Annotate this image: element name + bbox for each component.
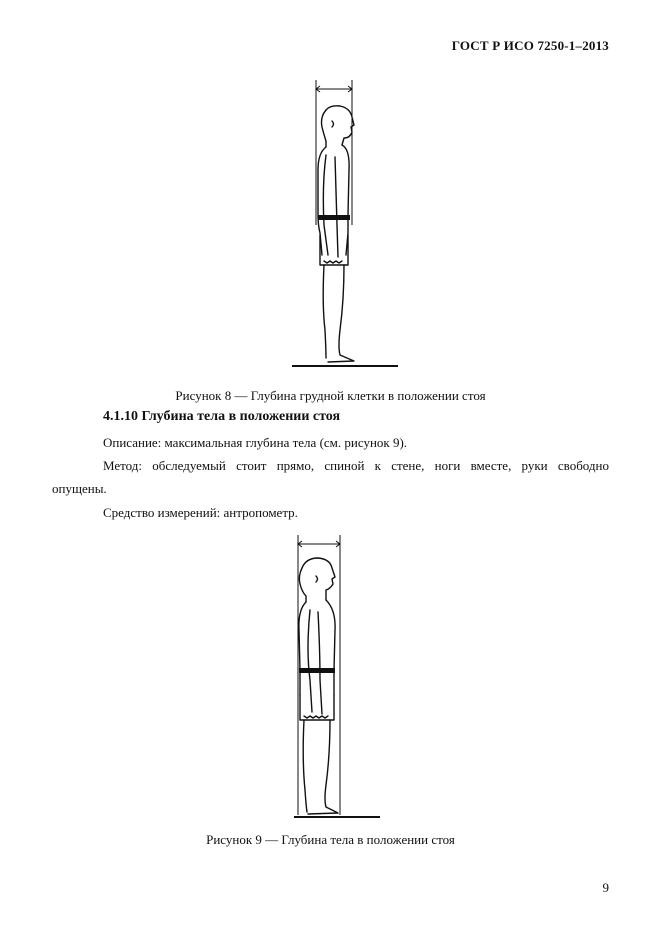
figure-8-illustration <box>280 75 410 375</box>
document-header: ГОСТ Р ИСО 7250-1–2013 <box>451 38 609 53</box>
figure-9-illustration <box>272 530 402 825</box>
page-number: 9 <box>602 880 609 895</box>
figure-8-caption: Рисунок 8 — Глубина грудной клетки в положении стоя <box>175 388 486 403</box>
method-paragraph-line1: Метод: обследуемый стоит прямо, спиной к стене, ноги вместе, руки свободно <box>103 458 609 473</box>
instrument-paragraph: Средство измерений: антропометр. <box>103 505 298 520</box>
description-paragraph: Описание: максимальная глубина тела (см. рисунок 9). <box>103 435 408 450</box>
figure-9-caption: Рисунок 9 — Глубина тела в положении стоя <box>206 832 455 847</box>
method-paragraph-line2: опущены. <box>52 481 107 496</box>
section-heading: 4.1.10 Глубина тела в положении стоя <box>103 409 341 424</box>
